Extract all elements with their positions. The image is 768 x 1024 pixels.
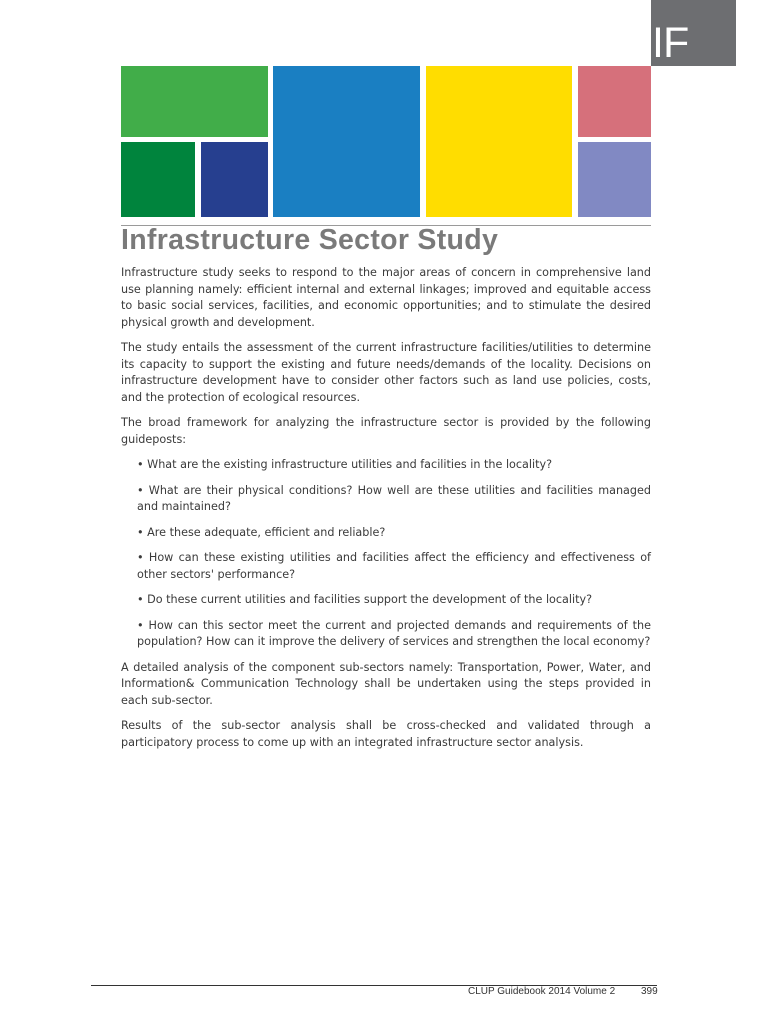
guidepost-item: • What are the existing infrastructure utilities and facilities in the locality?	[137, 458, 553, 471]
color-block-lavender	[578, 142, 651, 217]
guidepost-list	[121, 457, 651, 651]
guidepost-item: • How can this sector meet the current and projected demands and requirements of the population? How can it improve the delivery of services and strengthen the local economy?	[137, 618, 651, 648]
color-block-yellow	[426, 66, 572, 217]
page-title: Infrastructure Sector Study	[121, 224, 499, 256]
paragraph-validation: Results of the sub-sector analysis shall be cross-checked and validated through a participatory process to come up with an integrated infrastructure sector analysis.	[121, 719, 651, 749]
footer-page-number: 399	[641, 986, 658, 997]
paragraph-framework: The broad framework for analyzing the infrastructure sector is provided by the following guideposts:	[121, 416, 651, 446]
paragraph-assessment: The study entails the assessment of the current infrastructure facilities/utilities to determine its capacity to support the existing and future needs/demands of the locality. Decisions on infrastructure development have to consider other factors such as land use policies, costs, and the protection of ecological resources.	[121, 341, 651, 404]
color-block-light-green	[121, 66, 268, 137]
section-tab	[651, 0, 736, 66]
paragraph-intro: Infrastructure study seeks to respond to the major areas of concern in comprehensive land use planning namely: efficient internal and external linkages; improved and equitable access to basic social services, facilities, and economic opportunities; and to stimulate the desired physical growth and development.	[121, 266, 651, 329]
section-tab-label: IF	[652, 19, 689, 67]
color-block-dark-green	[121, 142, 195, 217]
guidepost-item: • What are their physical conditions? How well are these utilities and facilities managed and maintained?	[137, 483, 651, 513]
footer-book-title: CLUP Guidebook 2014 Volume 2	[468, 986, 616, 997]
color-block-blue	[273, 66, 420, 217]
guidepost-item: • How can these existing utilities and facilities affect the efficiency and effectiveness of other sectors' performance?	[137, 551, 651, 581]
color-block-pink	[578, 66, 651, 137]
guidepost-item: • Do these current utilities and facilities support the development of the locality?	[137, 593, 593, 606]
paragraph-subsectors: A detailed analysis of the component sub-sectors namely: Transportation, Power, Water, and Information& Communication Technology shall be undertaken using the steps provided in each sub-sector.	[121, 660, 651, 707]
guidepost-item: • Are these adequate, efficient and reliable?	[137, 525, 386, 539]
body-text	[121, 265, 651, 760]
color-block-navy	[201, 142, 268, 217]
